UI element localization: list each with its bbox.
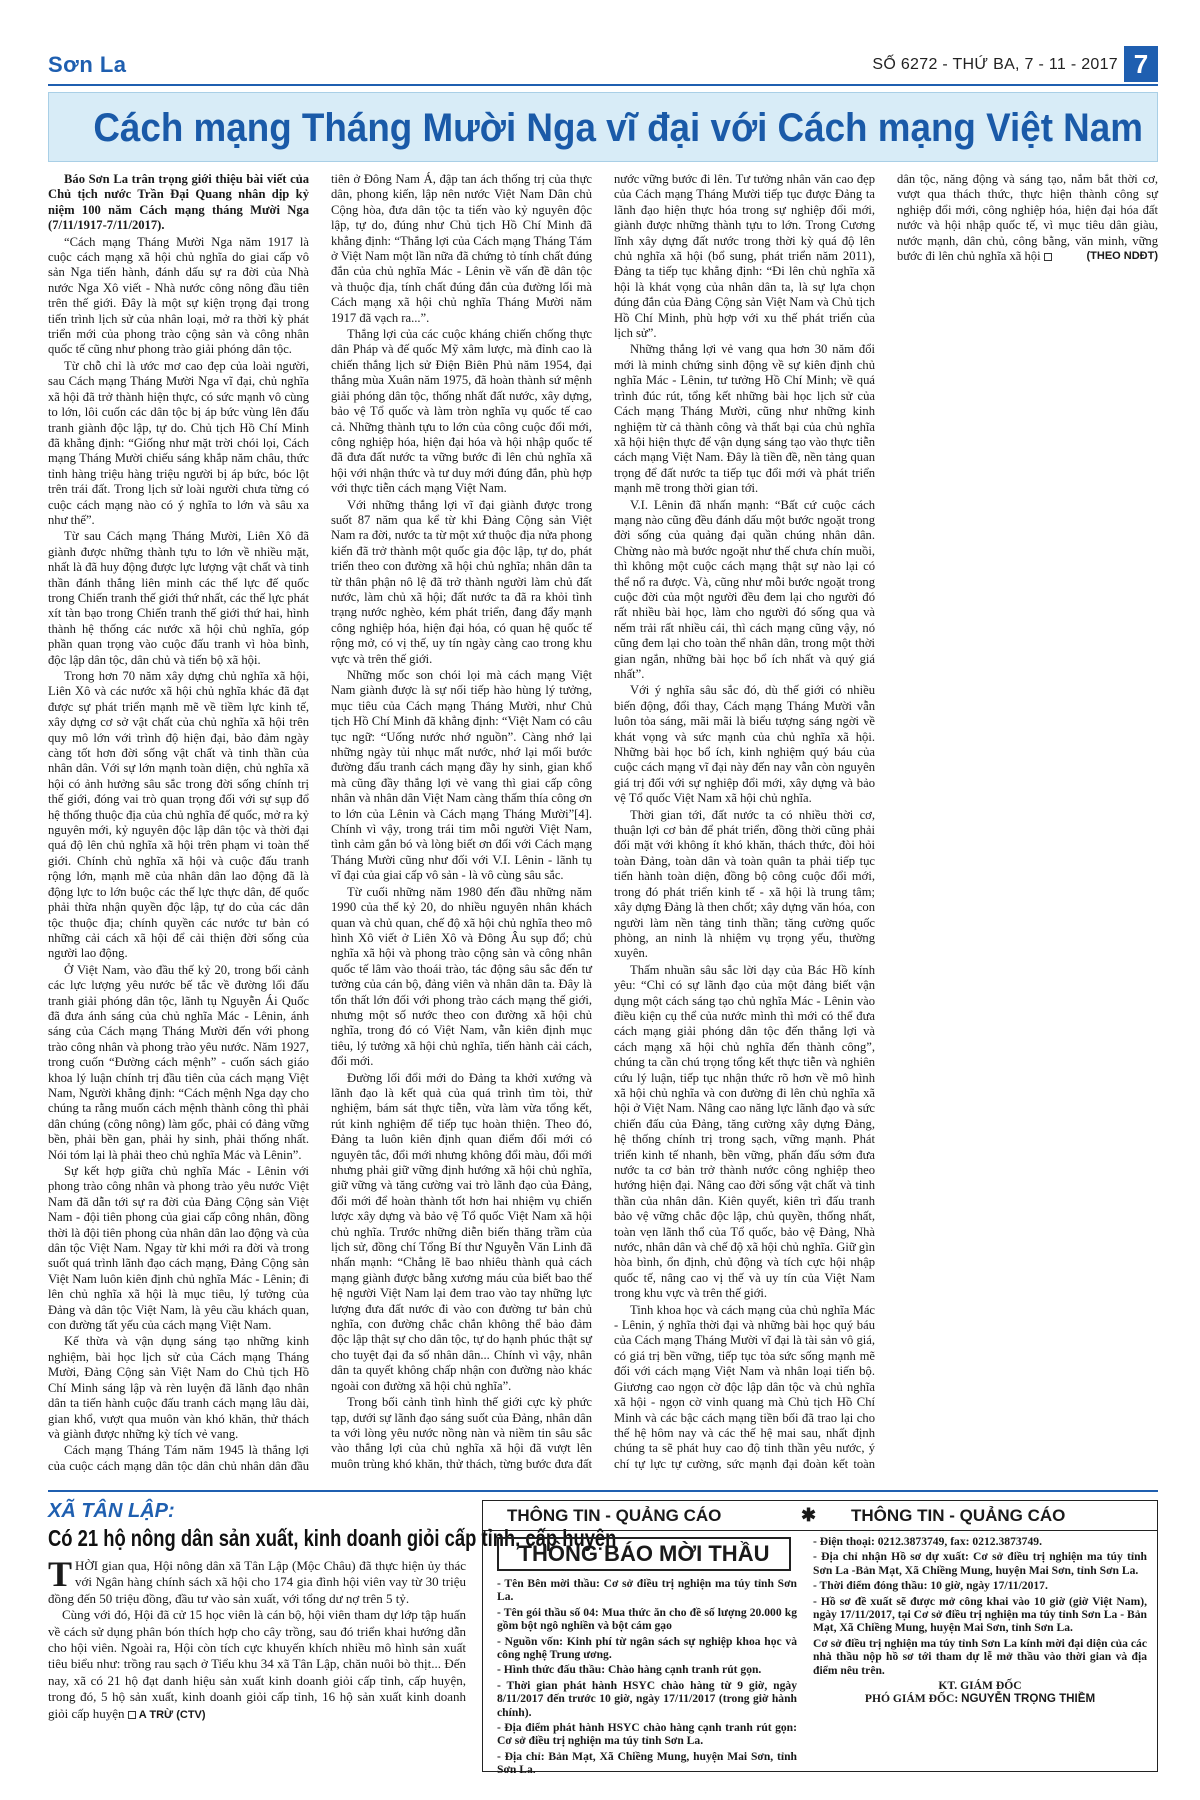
- page-number: 7: [1124, 46, 1158, 82]
- article-paragraph: Trong bối cảnh tình hình thế giới cực kỳ phức tạp, dưới sự lãnh đạo sáng suốt của Đảng, nhân dân ta với lòng yêu nước nồng nàn và niềm tin sâu sắc vào thắng lợi của chủ nghĩa xã hội đã vượt lên muôn trùng khó khăn, thử thách, từng bước đưa đất nước vững bước đi lên. Tư tưởng nhân văn cao đẹp của Cách mạng Tháng Mười tiếp tục được Đảng ta lãnh đạo hiện thực hóa trong sự nghiệp đổi mới, giành được những thành tựu to lớn. Trong Cương lĩnh xây dựng đất nước trong thời kỳ quá độ lên chủ nghĩa xã hội (bổ sung, phát triển năm 2011), Đảng ta tiếp tục khẳng định: “Đi lên chủ nghĩa xã hội là khát vọng của nhân dân ta, là sự lựa chọn đúng đắn của Đảng Cộng sản Việt Nam và Chủ tịch Hồ Chí Minh, phù hợp với xu thế phát triển của lịch sử”.: [331, 172, 875, 1471]
- ad-item: Cơ sở điều trị nghiện ma túy tỉnh Sơn La kính mời đại diện của các nhà thầu nộp hồ sơ tới tham dự lễ mở thầu vào thời gian và địa điểm nêu trên.: [813, 1636, 1147, 1677]
- news-paragraph-text: Cùng với đó, Hội đã cử 15 học viên là cán bộ, hội viên tham dự lớp tập huấn về cách sử dụng phân bón thích hợp cho cây trồng, sau đó triển khai hướng dẫn cho hội viên. Ngoài ra, Hội còn tích cực khuyến khích nhiều mô hình sản xuất tiêu biểu như: trồng rau sạch ở Tiểu khu 34 xã Tân Lập, chăn nuôi bò thịt... Đến nay, xã có 21 hộ đạt danh hiệu sản xuất kinh doanh giỏi cấp tỉnh, cấp huyện, trong đó, 5 hộ sản xuất, kinh doanh giỏi cấp tỉnh, 16 hộ sản xuất kinh doanh giỏi cấp huyện: [48, 1607, 466, 1721]
- ad-item: - Hình thức đấu thầu: Chào hàng cạnh tranh rút gọn.: [497, 1663, 762, 1677]
- main-article: [48, 172, 1158, 1482]
- tender-notice-ad: [482, 1500, 1158, 1777]
- header-divider: [48, 84, 1158, 86]
- article-paragraph: Với ý nghĩa sâu sắc đó, dù thế giới có nhiều biến động, đổi thay, Cách mạng Tháng Mười vẫn luôn tỏa sáng, mãi mãi là biểu tượng sáng ngời về khát vọng và sức mạnh của chủ nghĩa xã hội. Những bài học bổ ích, kinh nghiệm quý báu của cuộc cách mạng vĩ đại này đến nay vẫn còn nguyên giá trị đối với sự nghiệp đổi mới, xây dựng và bảo vệ Tổ quốc Việt Nam xã hội chủ nghĩa.: [614, 683, 875, 806]
- section-divider: [48, 1490, 1158, 1492]
- article-paragraph: Sự kết hợp giữa chủ nghĩa Mác - Lênin với phong trào công nhân và phong trào yêu nước Việt Nam đã dẫn tới sự ra đời của Đảng Cộng sản Việt Nam - đội tiên phong của giai cấp công nhân, đồng thời là đội tiên phong của nhân dân lao động và của dân tộc Việt Nam. Ngay từ khi mới ra đời và trong suốt quá trình lãnh đạo cách mạng, Đảng Cộng sản Việt Nam luôn kiên định chủ nghĩa Mác - Lênin; đi lên chủ nghĩa xã hội là mục tiêu, lý tưởng của Đảng và dân tộc Việt Nam, là yêu cầu khách quan, con đường tất yếu của cách mạng Việt Nam.: [48, 1164, 309, 1333]
- ad-item: - Địa chỉ: Bản Mạt, Xã Chiềng Mung, huyện Mai Sơn, tỉnh Sơn La.: [497, 1749, 797, 1777]
- ad-sign-role-line: [813, 1692, 1147, 1705]
- ad-right-column: [813, 1535, 1147, 1769]
- headline: Cách mạng Tháng Mười Nga vĩ đại với Cách mạng Việt Nam: [93, 106, 1143, 150]
- article-paragraph: Những mốc son chói lọi mà cách mạng Việt Nam giành được là sự nối tiếp hào hùng lý tưởng, mục tiêu của Cách mạng Tháng Mười, như Chủ tịch Hồ Chí Minh đã khẳng định: “Việt Nam có câu tục ngữ: “Uống nước nhớ nguồn”. Càng nhớ lại những ngày tủi nhục mất nước, nhớ lại mối bước đường đấu tranh cách mạng đầy hy sinh, gian khổ mà cũng đầy thắng lợi vẻ vang thì giai cấp công nhân và nhân dân Việt Nam càng thấm thía công ơn to lớn của Lênin và Cách mạng Tháng Mười”[4]. Chính vì vậy, trong trái tim mỗi người Việt Nam, tình cảm gắn bó và lòng biết ơn đối với Cách mạng Tháng Mười cũng như đối với V.I. Lênin - lãnh tụ vĩ đại của giai cấp vô sản - là vô cùng sâu sắc.: [331, 668, 592, 883]
- ad-sign-name: NGUYỄN TRỌNG THIỀM: [961, 1692, 1096, 1706]
- article-paragraph: Từ cuối những năm 1980 đến đầu những năm 1990 của thế kỷ 20, do nhiều nguyên nhân khách quan và chủ quan, chế độ xã hội chủ nghĩa theo mô hình Xô viết ở Liên Xô và Đông Âu sụp đổ; chủ nghĩa xã hội và phong trào cộng sản và công nhân quốc tế lâm vào thoái trào, tác động sâu sắc đến tư tưởng của cán bộ, đảng viên và nhân dân ta. Đây là tổn thất lớn đối với phong trào cách mạng thế giới, nhưng một số nước theo con đường xã hội chủ nghĩa, trong đó có Việt Nam, vẫn kiên định mục tiêu, lý tưởng xã hội chủ nghĩa, tiến hành cải cách, đổi mới.: [331, 884, 592, 1069]
- page-header: [0, 0, 1200, 88]
- ad-item: - Tên Bên mời thầu: Cơ sở điều trị nghiện ma túy tỉnh Sơn La.: [497, 1577, 797, 1604]
- article-paragraph: Từ chỗ chỉ là ước mơ cao đẹp của loài người, sau Cách mạng Tháng Mười Nga vĩ đại, chủ nghĩa xã hội đã trở thành hiện thực, có sức mạnh vô cùng to lớn, lôi cuốn các dân tộc bị áp bức vùng lên đấu tranh giành độc lập, tự do. Chủ tịch Hồ Chí Minh đã khẳng định: “Giống như mặt trời chói lọi, Cách mạng Tháng Mười chiếu sáng khắp năm châu, thức tỉnh hàng triệu hàng triệu người bị áp bức, bóc lột trên trái đất. Trong lịch sử loài người chưa từng có cuộc cách mạng nào có ý nghĩa to lớn và sâu xa như thế”.: [48, 358, 309, 527]
- issue-info: SỐ 6272 - THỨ BA, 7 - 11 - 2017: [872, 56, 1118, 73]
- news-byline: A TRỪ (CTV): [138, 1708, 206, 1721]
- drop-cap: T: [48, 1554, 73, 1594]
- article-paragraph-text: Tinh khoa học và cách mạng của chủ nghĩa Mác - Lênin, ý nghĩa thời đại và những bài học quý báu của Cách mạng Tháng Mười vĩ đại là tài sản vô giá, có giá trị bền vững, tiếp tục tỏa sức sống mạnh mẽ đối với cách mạng Việt Nam và nhân loại tiến bộ. Giương cao ngọn cờ độc lập dân tộc và chủ nghĩa xã hội - ngọn cờ vinh quang mà Chủ tịch Hồ Chí Minh và các bậc cách mạng tiền bối đã trao lại cho thế hệ hôm nay và các thế hệ mai sau, nhất định chúng ta sẽ phát huy cao độ tinh thần yêu nước, ý chí tự lực tự cường, sức mạnh đại đoàn kết toàn dân tộc, năng động và sáng tạo, nắm bắt thời cơ, vượt qua thách thức, thực hiện thành công sự nghiệp đổi mới, công nghiệp hóa, hiện đại hóa đất nước và hội nhập quốc tế, vì mục tiêu dân giàu, nước mạnh, dân chủ, công bằng, văn minh, vững bước đi lên chủ nghĩa xã hội: [614, 172, 1158, 1471]
- article-paragraph: Thời gian tới, đất nước ta có nhiều thời cơ, thuận lợi cơ bản để phát triển, đồng thời cũng phải đối mặt với không ít khó khăn, thách thức, đòi hỏi toàn Đảng, toàn dân và toàn quân ta phải tiếp tục tiến hành toàn diện, đồng bộ công cuộc đổi mới, trong đó phát triển kinh tế - xã hội là trung tâm; xây dựng Đảng là then chốt; xây dựng văn hóa, con người làm nền tảng tinh thần; tăng cường quốc phòng, an ninh là nhiệm vụ trọng yếu, thường xuyên.: [614, 807, 875, 961]
- article-paragraph: “Cách mạng Tháng Mười Nga năm 1917 là cuộc cách mạng xã hội chủ nghĩa do giai cấp vô sản Nga tiến hành, đánh dấu sự ra đời của Nhà nước Nga Xô viết - Nhà nước công nông đầu tiên trên thế giới. Đây là một sự kiện trọng đại trong tiến trình lịch sử của nhân loại, mở ra thời kỳ phát triển mới của phong trào cộng sản và công nhân quốc tế cũng như phong trào giải phóng dân tộc.: [48, 234, 309, 357]
- article-paragraph: Những thắng lợi vẻ vang qua hơn 30 năm đổi mới là minh chứng sinh động về sự kiên định chủ nghĩa Mác - Lênin, tư tưởng Hồ Chí Minh; về quá trình đúc rút, tổng kết những bài học lịch sử của Cách mạng Tháng Mười, cũng như những kinh nghiệm từ cả thành công và thất bại của chủ nghĩa xã hội hiện thực để vận dụng sáng tạo vào thực tiễn cách mạng Việt Nam. Đây là tiền đề, nền tảng quan trọng để đất nước ta tiếp tục đổi mới và phát triển mạnh mẽ trong thời gian tới.: [614, 342, 875, 496]
- end-mark-icon: [1044, 253, 1052, 261]
- article-paragraph: Thắng lợi của các cuộc kháng chiến chống thực dân Pháp và đế quốc Mỹ xâm lược, mà đỉnh cao là chiến thắng lịch sử Điện Biên Phủ năm 1954, đại thắng mùa Xuân năm 1975, đã hoàn thành sứ mệnh giải phóng dân tộc, thống nhất đất nước, xây dựng, bảo vệ Tổ quốc và làm tròn nghĩa vụ quốc tế cao cả. Những thành tựu to lớn của công cuộc đổi mới, công nghiệp hóa, hiện đại hóa và hội nhập quốc tế đã đưa đất nước ta vững bước đi lên chủ nghĩa xã hội với nhận thức và tư duy mới đúng đắn, phù hợp với thực tiễn cách mạng Việt Nam.: [331, 327, 592, 496]
- ad-title: THÔNG BÁO MỜI THẦU: [497, 1537, 791, 1571]
- article-paragraph: Cách mạng Tháng Tám năm 1945 là thắng lợi của cuộc cách mạng dân tộc dân chủ nhân dân đầu tiên ở Đông Nam Á, đập tan ách thống trị của thực dân, phong kiến, lập nên nước Việt Nam Dân chủ Cộng hòa, đưa dân tộc ta tiến vào kỷ nguyên độc lập, tự do, đúng như Chủ tịch Hồ Chí Minh đã khẳng định: “Thắng lợi của Cách mạng Tháng Tám ở Việt Nam một lần nữa đã chứng tỏ tính chất đúng đắn của chủ nghĩa Mác - Lênin về vấn đề dân tộc và thuộc địa, tính chất đúng đắn của đường lối mà Cách mạng xã hội chủ nghĩa Tháng Mười năm 1917 đã vạch ra...”.: [48, 172, 592, 1473]
- news-body: [48, 1554, 466, 1723]
- ad-item: - Hồ sơ đề xuất sẽ được mở công khai vào 10 giờ (giờ Việt Nam), ngày 17/11/2017, tại Cơ sở điều trị nghiện ma túy tỉnh Sơn La - Bản Mạt, Xã Chiềng Mung, huyện Mai Sơn, tỉnh Sơn La.: [813, 1594, 1147, 1635]
- article-paragraph: Thấm nhuần sâu sắc lời dạy của Bác Hồ kính yêu: “Chỉ có sự lãnh đạo của một đảng biết vận dụng một cách sáng tạo chủ nghĩa Mác - Lênin vào điều kiện cụ thể của nước mình thì mới có thể đưa cách mạng giải phóng dân tộc đến thắng lợi và cách mạng xã hội chủ nghĩa đến thành công”, chúng ta cần chú trọng tổng kết thực tiễn và nghiên cứu lý luận, tiếp tục nhận thức rõ hơn về mô hình xã hội chủ nghĩa và con đường đi lên chủ nghĩa xã hội ở Việt Nam. Nâng cao năng lực lãnh đạo và sức chiến đấu của Đảng, tăng cường xây dựng Đảng, hệ thống chính trị trong sạch, vững mạnh. Phát triển kinh tế nhanh, bền vững, phấn đấu sớm đưa nước ta cơ bản trở thành nước công nghiệp theo hướng hiện đại. Nâng cao đời sống vật chất và tinh thần của nhân dân. Kiên quyết, kiên trì đấu tranh bảo vệ vững chắc độc lập, chủ quyền, thống nhất, toàn vẹn lãnh thổ của Tổ quốc, bảo vệ Đảng, Nhà nước, nhân dân và chế độ xã hội chủ nghĩa. Giữ gìn hòa bình, ổn định, chủ động và tích cực hội nhập quốc tế, nâng cao vị thế và uy tín của Việt Nam trong khu vực và trên thế giới.: [614, 962, 875, 1301]
- ad-item: - Địa điểm phát hành HSYC chào hàng cạnh tranh rút gọn: Cơ sở điều trị nghiện ma túy tỉnh Sơn La.: [497, 1721, 797, 1748]
- star-icon: ✱: [801, 1505, 817, 1525]
- article-intro: Báo Sơn La trân trọng giới thiệu bài viết của Chủ tịch nước Trần Đại Quang nhân dịp kỷ niệm 100 năm Cách mạng tháng Mười Nga (7/11/1917-7/11/2017).: [48, 172, 309, 233]
- ad-banner: [483, 1501, 1157, 1531]
- article-paragraph: V.I. Lênin đã nhấn mạnh: “Bất cứ cuộc cách mạng nào cũng đều đánh dấu một bước ngoặt trong đời sống của quảng đại quần chúng nhân dân. Chừng nào mà bước ngoặt như thế chưa chín muồi, thì không một cuộc cách mạng thật sự nào lại có thể nổ ra được. Và, cũng như mỗi bước ngoặt trong cuộc đời của một người đều đem lại cho người đó rất nhiều bài học, làm cho người đó sống qua và nếm trải rất nhiều cái, thì cách mạng cũng vậy, nó cũng đem lại cho toàn thể nhân dân, trong một thời gian ngắn, những bài học bổ ích nhất và quý giá nhất”.: [614, 497, 875, 681]
- article-byline: (THEO NDĐT): [1086, 250, 1158, 263]
- ad-item: - Nguồn vốn: Kinh phí từ ngân sách sự nghiệp khoa học và công nghệ Trung ương.: [497, 1634, 797, 1662]
- ad-banner-right: THÔNG TIN - QUẢNG CÁO: [851, 1506, 1066, 1525]
- article-paragraph: Ở Việt Nam, vào đầu thế kỷ 20, trong bối cảnh các lực lượng yêu nước bế tắc về đường lối đấu tranh giải phóng dân tộc, lãnh tụ Nguyễn Ái Quốc đã đưa ánh sáng của chủ nghĩa Mác - Lênin, ánh sáng của Cách mạng Tháng Mười đến với phong trào công nhân và phong trào yêu nước. Năm 1927, trong cuốn “Đường cách mệnh” - cuốn sách giáo khoa lý luận chính trị đầu tiên của cách mạng Việt Nam, Người khẳng định: “Cách mệnh Nga dạy cho chúng ta rằng muốn cách mệnh thành công thì phải dân chúng (công nông) làm gốc, phải có đảng vững bền, phải bền gan, phải hy sinh, phải thống nhất. Nói tóm lại là phải theo chủ nghĩa Mác và Lênin”.: [48, 962, 309, 1162]
- ad-item: - Địa chỉ nhận Hồ sơ dự xuất: Cơ sở điều trị nghiện ma túy tỉnh Sơn La -Bản Mạt, Xã Chiềng Mung, huyện Mai Sơn, tỉnh Sơn La.: [813, 1550, 1147, 1577]
- ad-left-column: [497, 1577, 797, 1777]
- ad-item: - Tên gói thầu số 04: Mua thức ăn cho đề số lượng 20.000 kg gồm bột ngô nghiền và bột cám gạo: [497, 1605, 797, 1633]
- article-paragraph: Đường lối đổi mới do Đảng ta khởi xướng và lãnh đạo là kết quả của quá trình tìm tòi, thử nghiệm, bám sát thực tiễn, vừa làm vừa tổng kết, rút kinh nghiệm để tiếp tục hoàn thiện. Theo đó, Đảng ta luôn kiên định quan điểm đổi mới có nguyên tắc, đổi mới nhưng không đổi màu, đổi mới nhưng phải giữ vững định hướng xã hội chủ nghĩa, giữ vững và tăng cường vai trò lãnh đạo của Đảng, đổi mới để hoàn thành tốt hơn hai nhiệm vụ chiến lược xây dựng và bảo vệ Tổ quốc Việt Nam xã hội chủ nghĩa. Trước những diễn biến thăng trầm của lịch sử, đồng chí Tổng Bí thư Nguyễn Văn Linh đã nhấn mạnh: “Chẳng lẽ bao nhiêu thành quả cách mạng giành được bằng xương máu của biết bao thế hệ người Việt Nam lại đem trao vào tay những lực lượng đưa đất nước đi vào con đường tư bản chủ nghĩa, con đường chắc chắn không thể bảo đảm độc lập thật sự cho dân tộc, tự do hạnh phúc thật sự cho tuyệt đại đa số nhân dân... Chính vì vậy, nhân dân ta quyết không chấp nhận con đường nào khác ngoài con đường xã hội chủ nghĩa”.: [331, 1070, 592, 1393]
- news-paragraph-text: HỜI gian qua, Hội nông dân xã Tân Lập (Mộc Châu) đã thực hiện ủy thác với Ngân hàng chính sách xã hội cho 174 gia đình hội viên vay từ 30 triệu đồng đến 50 triệu đồng, đầu tư vào sản xuất, với tổng dư nợ trên 5 tỷ.: [48, 1558, 466, 1606]
- headline-banner: [48, 92, 1158, 162]
- end-mark-icon: [128, 1711, 136, 1719]
- news-paragraph: [48, 1554, 466, 1607]
- article-paragraph: Từ sau Cách mạng Tháng Mười, Liên Xô đã giành được những thành tựu to lớn về nhiều mặt, nhất là đã huy động được lực lượng vật chất và tinh thần đánh thắng liên minh các thế lực đế quốc trong Chiến tranh thế giới thứ nhất, các thế lực phát xít tàn bạo trong Chiến tranh thế giới thứ hai, hình thành hệ thống các nước xã hội chủ nghĩa, góp phần quan trọng vào cuộc đấu tranh vì hòa bình, độc lập dân tộc, dân chủ và tiến bộ xã hội.: [48, 529, 309, 667]
- ad-item: - Thời điểm đóng thầu: 10 giờ, ngày 17/11/2017.: [813, 1579, 1048, 1593]
- ad-banner-left: THÔNG TIN - QUẢNG CÁO: [507, 1506, 722, 1525]
- ad-sign-role: PHÓ GIÁM ĐỐC:: [864, 1692, 959, 1706]
- news-paragraph: [48, 1607, 466, 1723]
- ad-sign-line: KT. GIÁM ĐỐC: [938, 1679, 1022, 1693]
- article-paragraph: Trong hơn 70 năm xây dựng chủ nghĩa xã hội, Liên Xô và các nước xã hội chủ nghĩa khác đã đạt được sự phát triển mạnh mẽ về tiềm lực kinh tế, xây dựng cơ sở vật chất của chủ nghĩa xã hội trên quy mô lớn với trình độ hiện đại, bảo đảm ngày càng tốt hơn đời sống vật chất và tinh thần của nhân dân. Với sự lớn mạnh toàn diện, chủ nghĩa xã hội có ảnh hưởng sâu sắc trong đời sống chính trị thế giới, đóng vai trò quan trọng đối với sự sụp đổ hệ thống thuộc địa của chủ nghĩa đế quốc, mở ra kỷ nguyên mới, kỷ nguyên độc lập dân tộc và thời đại quá độ lên chủ nghĩa xã hội trên phạm vi toàn thế giới. Chính chủ nghĩa xã hội và cuộc đấu tranh rộng lớn, mạnh mẽ của nhân dân lao động đã là động lực to lớn buộc các thế lực thực dân, đế quốc phải thừa nhận quyền độc lập, tự do của các dân tộc thuộc địa; chính quyền các nước tư bản có những cải cách xã hội để cải thiện đời sống của người lao động.: [48, 669, 309, 961]
- ad-signature: [813, 1679, 1147, 1706]
- news-kicker: XÃ TÂN LẬP:: [48, 1500, 175, 1522]
- news-title: Có 21 hộ nông dân sản xuất, kinh doanh giỏi cấp tỉnh, cấp huyện: [48, 1525, 617, 1551]
- article-paragraph: Với những thắng lợi vĩ đại giành được trong suốt 87 năm qua kể từ khi Đảng Cộng sản Việt Nam ra đời, nước ta từ một xứ thuộc địa nửa phong kiến đã trở thành một quốc gia độc lập, tự do, phát triển theo con đường xã hội chủ nghĩa; nhân dân ta từ thân phận nô lệ đã trở thành người làm chủ đất nước, làm chủ xã hội; đất nước ta đã ra khỏi tình trạng nước nghèo, kém phát triển, đang đẩy mạnh công nghiệp hóa, hiện đại hóa, có quan hệ quốc tế rộng mở, có vị thế, uy tín ngày càng cao trong khu vực và trên thế giới.: [331, 497, 592, 666]
- article-paragraph: Kế thừa và vận dụng sáng tạo những kinh nghiệm, bài học lịch sử của Cách mạng Tháng Mười, Đảng Cộng sản Việt Nam do Chủ tịch Hồ Chí Minh sáng lập và rèn luyện đã lãnh đạo nhân dân ta tiến hành cuộc đấu tranh cách mạng lâu dài, gian khổ, vượt qua muôn vàn khó khăn, thử thách và giành được những kỳ tích vẻ vang.: [48, 1334, 309, 1441]
- ad-item: - Thời gian phát hành HSYC chào hàng từ 9 giờ, ngày 8/11/2017 đến trước 10 giờ, ngày 17/11/2017 (trong giờ hành chính).: [497, 1678, 797, 1719]
- section-name: Sơn La: [48, 52, 127, 77]
- ad-item: - Điện thoại: 0212.3873749, fax: 0212.3873749.: [813, 1535, 1042, 1548]
